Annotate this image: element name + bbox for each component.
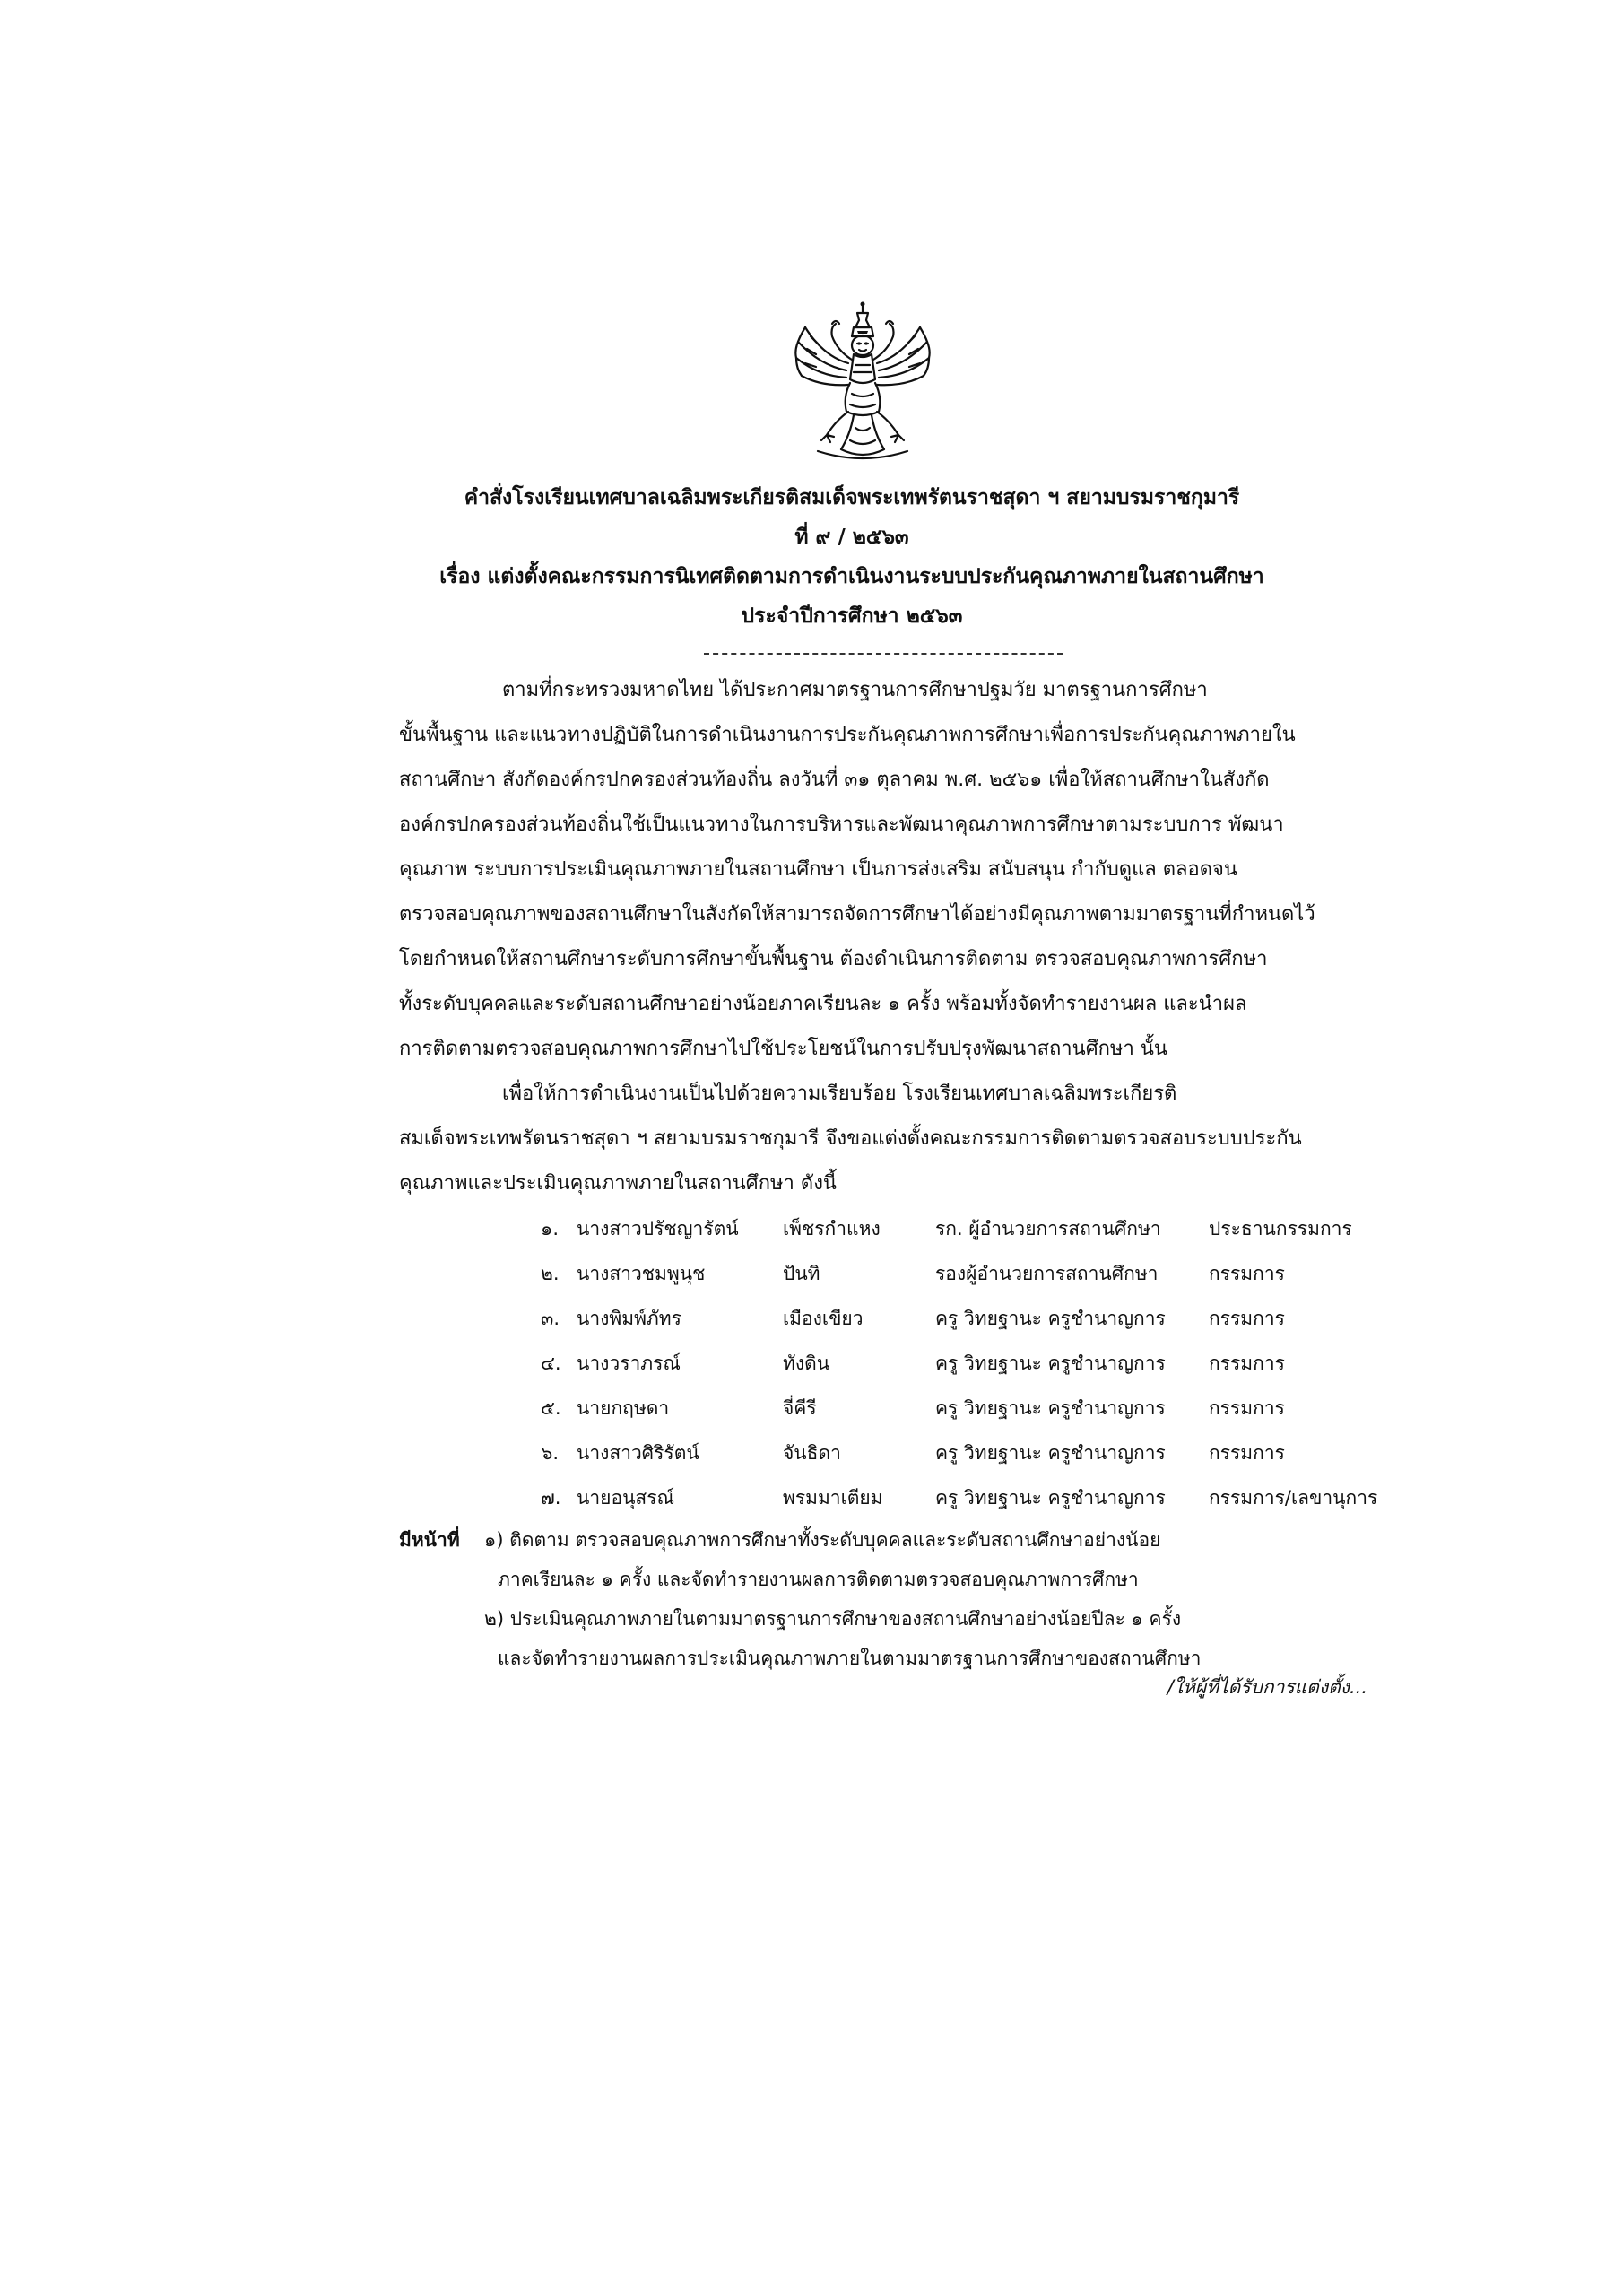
member-position: ครู วิทยฐานะ ครูชำนาญการ [935, 1352, 1166, 1374]
duties-item-1 [399, 1520, 1201, 1560]
member-role: กรรมการ [1209, 1442, 1285, 1464]
paragraph-line: การติดตามตรวจสอบคุณภาพการศึกษาไปใช้ประโยชน์ในการปรับปรุงพัฒนาสถานศึกษา นั้น [399, 1038, 1167, 1060]
paragraph-line: สมเด็จพระเทพรัตนราชสุดา ฯ สยามบรมราชกุมารี จึงขอแต่งตั้งคณะกรรมการติดตามตรวจสอบระบบประกัน [399, 1127, 1302, 1150]
member-name: นางสาวปรัชญารัตน์ [577, 1218, 739, 1239]
member-surname: ทังดิน [783, 1352, 830, 1374]
member-name: นายอนุสรณ์ [577, 1487, 674, 1509]
page-continuation-note: /ให้ผู้ที่ได้รับการแต่งตั้ง... [1167, 1676, 1367, 1698]
order-academic-year [341, 601, 1363, 631]
member-surname: จันธิดา [783, 1442, 841, 1464]
member-number: ๕. [541, 1397, 561, 1419]
paragraph-line: องค์กรปกครองส่วนท้องถิ่นใช้เป็นแนวทางในการบริหารและพัฒนาคุณภาพการศึกษาตามระบบการ พัฒนา [399, 813, 1284, 836]
member-role: ประธานกรรมการ [1209, 1218, 1352, 1239]
duties-label: มีหน้าที่ [399, 1529, 460, 1551]
paragraph-line: สถานศึกษา สังกัดองค์กรปกครองส่วนท้องถิ่น ลงวันที่ ๓๑ ตุลาคม พ.ศ. ๒๕๖๑ เพื่อให้สถานศึกษาในสังกัด [399, 769, 1270, 791]
paragraph-line: ตามที่กระทรวงมหาดไทย ได้ประกาศมาตรฐานการศึกษาปฐมวัย มาตรฐานการศึกษา [502, 679, 1208, 701]
member-position: ครู วิทยฐานะ ครูชำนาญการ [935, 1442, 1166, 1464]
duties-item-1-text: ๑) ติดตาม ตรวจสอบคุณภาพการศึกษาทั้งระดับบุคคลและระดับสถานศึกษาอย่างน้อย [484, 1529, 1161, 1551]
order-academic-year-text: ประจำปีการศึกษา ๒๕๖๓ [741, 604, 963, 628]
member-number: ๓. [541, 1308, 560, 1329]
duties-item-1-continued: ภาคเรียนละ ๑ ครั้ง และจัดทำรายงานผลการติดตามตรวจสอบคุณภาพการศึกษา [498, 1569, 1139, 1590]
member-position: รองผู้อำนวยการสถานศึกษา [935, 1263, 1159, 1284]
paragraph-line: คุณภาพและประเมินคุณภาพภายในสถานศึกษา ดังนี้ [399, 1172, 837, 1195]
member-role: กรรมการ [1209, 1397, 1285, 1419]
paragraph-background [399, 668, 1376, 1072]
order-number-text: ที่ ๙ / ๒๕๖๓ [794, 526, 909, 549]
member-position: ครู วิทยฐานะ ครูชำนาญการ [935, 1397, 1166, 1419]
paragraph-line: ขั้นพื้นฐาน และแนวทางปฏิบัติในการดำเนินงานการประกันคุณภาพการศึกษาเพื่อการประกันคุณภาพภายใน [399, 724, 1296, 746]
order-title-text: คำสั่งโรงเรียนเทศบาลเฉลิมพระเกียรติสมเด็จพระเทพรัตนราชสุดา ฯ สยามบรมราชกุมารี [464, 486, 1240, 509]
member-role: กรรมการ/เลขานุการ [1209, 1487, 1378, 1509]
duties-section [399, 1520, 1201, 1678]
member-name: นางสาวชมพูนุช [577, 1263, 706, 1284]
member-number: ๔. [541, 1352, 561, 1374]
member-surname: พรมมาเตียม [783, 1487, 883, 1509]
paragraph-line: ทั้งระดับบุคคลและระดับสถานศึกษาอย่างน้อยภาคเรียนละ ๑ ครั้ง พร้อมทั้งจัดทำรายงานผล และนำผล [399, 993, 1247, 1015]
member-number: ๑. [541, 1218, 560, 1239]
paragraph-line: เพื่อให้การดำเนินงานเป็นไปด้วยความเรียบร้อย โรงเรียนเทศบาลเฉลิมพระเกียรติ [502, 1083, 1177, 1105]
member-name: นางวราภรณ์ [577, 1352, 681, 1374]
member-surname: เมืองเขียว [783, 1308, 864, 1329]
duties-item-2: ๒) ประเมินคุณภาพภายในตามมาตรฐานการศึกษาของสถานศึกษาอย่างน้อยปีละ ๑ ครั้ง [484, 1608, 1182, 1630]
paragraph-line: คุณภาพ ระบบการประเมินคุณภาพภายในสถานศึกษา เป็นการส่งเสริม สนับสนุน กำกับดูแล ตลอดจน [399, 858, 1237, 881]
order-number [341, 522, 1363, 552]
member-position: ครู วิทยฐานะ ครูชำนาญการ [935, 1487, 1166, 1509]
duties-item-2-continued: และจัดทำรายงานผลการประเมินคุณภาพภายในตามมาตรฐานการศึกษาของสถานศึกษา [498, 1648, 1202, 1669]
garuda-emblem-icon [791, 300, 934, 466]
member-surname: เพ็ชรกำแหง [783, 1218, 881, 1239]
order-subject-text: เรื่อง แต่งตั้งคณะกรรมการนิเทศติดตามการดำเนินงานระบบประกันคุณภาพภายในสถานศึกษา [439, 565, 1264, 588]
paragraph-appointment [399, 1072, 1376, 1206]
member-surname: ปันทิ [783, 1263, 820, 1284]
order-title [341, 483, 1363, 513]
member-name: นางพิมพ์ภัทร [577, 1308, 681, 1329]
header-divider [704, 653, 1063, 655]
member-number: ๒. [541, 1263, 560, 1284]
member-number: ๖. [541, 1442, 560, 1464]
member-role: กรรมการ [1209, 1308, 1285, 1329]
member-role: กรรมการ [1209, 1263, 1285, 1284]
order-subject [341, 561, 1363, 592]
member-position: รก. ผู้อำนวยการสถานศึกษา [935, 1218, 1161, 1239]
member-surname: จี่คีรี [783, 1397, 817, 1419]
paragraph-line: โดยกำหนดให้สถานศึกษาระดับการศึกษาขั้นพื้นฐาน ต้องดำเนินการติดตาม ตรวจสอบคุณภาพการศึกษา [399, 948, 1268, 970]
member-number: ๗. [541, 1487, 561, 1509]
paragraph-line: ตรวจสอบคุณภาพของสถานศึกษาในสังกัดให้สามารถจัดการศึกษาได้อย่างมีคุณภาพตามมาตรฐานที่กำหนดไว้ [399, 903, 1315, 926]
member-name: นางสาวศิริรัตน์ [577, 1442, 699, 1464]
member-position: ครู วิทยฐานะ ครูชำนาญการ [935, 1308, 1166, 1329]
member-role: กรรมการ [1209, 1352, 1285, 1374]
member-name: นายกฤษดา [577, 1397, 670, 1419]
